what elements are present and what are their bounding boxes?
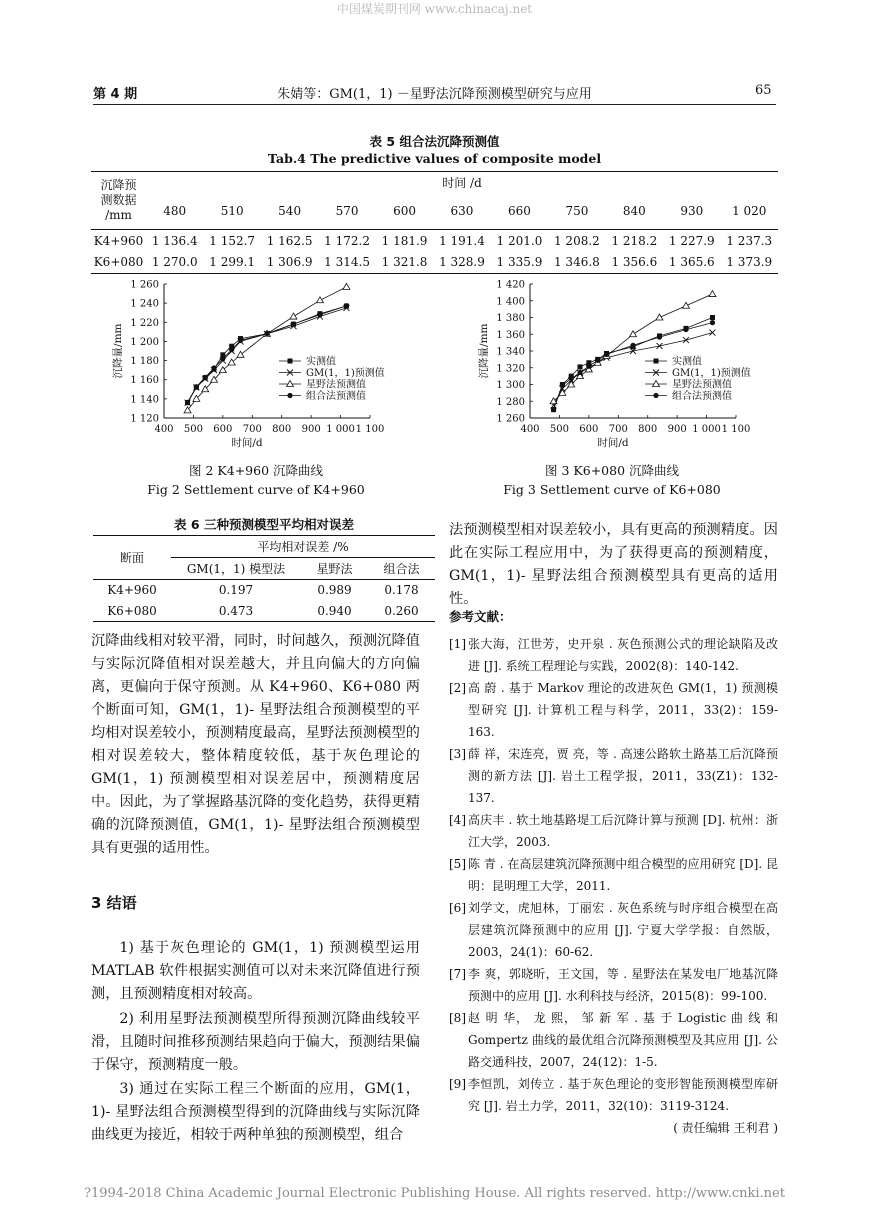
data-point-square (654, 359, 659, 364)
y-tick-label: 1 200 (130, 336, 159, 348)
legend-label: 星野法预测值 (672, 379, 732, 391)
references-title: 参考文献： (449, 609, 512, 624)
table5-cell: 1 181.9 (381, 233, 428, 248)
table5-cell: 1 373.9 (721, 252, 778, 274)
reference-number: [8] (449, 1011, 466, 1025)
editor-note: ( 责任编辑 王利君 ) (673, 1121, 778, 1135)
x-tick-label: 1 000 (326, 424, 355, 435)
y-tick-label: 1 120 (130, 413, 159, 425)
table6-row-name: K6+080 (93, 601, 171, 622)
reference-text: 张大海，江世芳，史开泉 . 灰色预测公式的理论缺陷及改进 [J]. 系统工程理论与实践，2002(8)：140-142. (468, 637, 778, 673)
reference-item (449, 897, 778, 963)
legend-label: GM(1，1)预测值 (306, 368, 385, 379)
legend-label: GM(1，1)预测值 (672, 368, 751, 379)
table6-cell: 0.940 (301, 601, 368, 622)
table6-row-name: K4+960 (107, 583, 157, 598)
data-point-triangle (682, 302, 689, 308)
data-point-circle (653, 393, 658, 398)
legend-label: 实测值 (672, 356, 702, 368)
table5-cell: 1 208.2 (553, 233, 600, 248)
reference-text: 赵 明 华， 龙 熙， 邹 新 军 . 基 于 Logistic 曲 线 和 Gompertz 曲线的最优组合沉降预测模型及其应用 [J]. 公路交通科技，2007，24(12)：1-5. (468, 1011, 778, 1069)
table5-time-cell: 930 (663, 194, 720, 230)
x-tick-label: 500 (183, 424, 203, 435)
data-point-circle (586, 364, 591, 369)
data-point-circle (264, 331, 269, 336)
y-tick-label: 1 280 (496, 396, 525, 408)
table5-cell: 1 299.1 (203, 252, 260, 274)
reference-text: 李 爽，郭晓昕，王文国，等 . 星野法在某发电厂地基沉降预测中的应用 [J]. 水利科技与经济，2015(8)：99-100. (468, 967, 778, 1003)
legend-label: 星野法预测值 (306, 379, 366, 391)
fig2-caption-cn: 图 2 K4+960 沉降曲线 (189, 463, 323, 478)
reference-number: [9] (449, 1077, 466, 1091)
data-point-circle (569, 376, 574, 381)
reference-number: [3] (449, 747, 466, 761)
y-tick-label: 1 340 (496, 346, 525, 358)
table6-cell: 0.178 (384, 583, 419, 598)
table5-row-name: K6+080 (91, 252, 146, 274)
x-tick-label: 700 (242, 424, 262, 435)
table6-col-header: GM(1，1) 模型法 (171, 558, 301, 580)
reference-text: 陈 青 . 在高层建筑沉降预测中组合模型的应用研究 [D]. 昆明：昆明理工大学，2011. (468, 857, 778, 893)
data-point-triangle (709, 291, 716, 297)
data-point-circle (229, 347, 234, 352)
fig3-caption-en: Fig 3 Settlement curve of K6+080 (503, 482, 721, 497)
x-tick-label: 600 (579, 424, 599, 435)
table5-cell: 1 321.8 (376, 252, 433, 274)
x-tick-label: 900 (667, 424, 687, 435)
table5-caption-en: Tab.4 The predictive values of composite model (267, 151, 602, 166)
reference-item (449, 1073, 778, 1117)
x-tick-label: 800 (638, 424, 658, 435)
table5-row-header-line: 测数据 (100, 193, 137, 207)
table5-time-cell: 510 (203, 194, 260, 230)
reference-item (449, 1007, 778, 1073)
x-axis-label: 时间/d (231, 437, 263, 449)
data-point-circle (595, 358, 600, 363)
table5-time-cell: 660 (491, 194, 548, 230)
table5-cell: 1 152.7 (209, 233, 256, 248)
table5-row-header-line: /mm (105, 208, 132, 222)
reference-number: [2] (449, 681, 466, 695)
table-row (91, 252, 778, 274)
y-tick-label: 1 220 (130, 317, 159, 329)
reference-item (449, 853, 778, 897)
table5-time-cell: 600 (376, 194, 433, 230)
y-tick-label: 1 160 (130, 375, 159, 387)
reference-number: [7] (449, 967, 466, 981)
y-tick-label: 1 420 (496, 279, 525, 291)
x-tick-label: 800 (272, 424, 292, 435)
data-point-circle (317, 312, 322, 317)
section-heading: 3 结语 (91, 894, 137, 912)
page-number: 65 (755, 83, 772, 98)
copyright-footer: ?1994-2018 China Academic Journal Electronic Publishing House. All rights reserved. http://www.cnki.net (84, 1186, 785, 1201)
table6-col-header: 断面 (93, 536, 171, 580)
reference-text: 刘学文，虎旭林，丁丽宏 . 灰色系统与时序组合模型在高层建筑沉降预测中的应用 [J]. 宁夏大学学报：自然版，2003，24(1)：60-62. (468, 901, 778, 959)
data-point-circle (657, 334, 662, 339)
reference-text: 薛 祥，宋连亮，贾 亮，等 . 高速公路软土路基工后沉降预测的新方法 [J]. 岩土工程学报，2011，33(Z1)：132-137. (468, 747, 778, 805)
table-row (91, 230, 778, 252)
data-point-square (288, 359, 293, 364)
table5-cell: 1 191.4 (439, 233, 485, 248)
table5-caption-cn: 表 5 组合法沉降预测值 (369, 134, 500, 149)
x-tick-label: 700 (608, 424, 628, 435)
x-tick-label: 600 (213, 424, 233, 435)
reference-list (449, 633, 778, 1139)
table5-cell: 1 314.5 (318, 252, 375, 274)
fig3-caption-cn: 图 3 K6+080 沉降曲线 (545, 463, 679, 478)
data-point-circle (710, 320, 715, 325)
table5-cell: 1 136.4 (151, 233, 198, 248)
fig2-chart (96, 274, 396, 459)
table6-cell: 0.197 (218, 583, 254, 598)
table6-cell: 0.260 (368, 601, 435, 622)
x-tick-label: 500 (549, 424, 569, 435)
reference-text: 李恒凯，刘传立 . 基于灰色理论的变形智能预测模型库研究 [J]. 岩土力学，2011，32(10)：3119-3124. (468, 1077, 778, 1113)
data-point-circle (185, 400, 190, 405)
legend-label: 实测值 (306, 356, 336, 368)
x-tick-label: 400 (154, 424, 174, 435)
reference-number: [5] (449, 857, 466, 871)
data-point-circle (194, 384, 199, 389)
y-tick-label: 1 400 (496, 296, 525, 308)
fig3-chart (462, 274, 762, 459)
table5-cell: 1 172.2 (324, 233, 370, 248)
reference-number: [1] (449, 637, 466, 651)
data-point-circle (287, 393, 292, 398)
table5-time-cell: 840 (606, 194, 663, 230)
table5-time-cell: 630 (433, 194, 490, 230)
table6-col-header: 组合法 (368, 558, 435, 580)
table5-time-cell: 540 (261, 194, 318, 230)
table5-time-cell: 750 (548, 194, 605, 230)
data-point-circle (577, 370, 582, 375)
data-point-x (683, 337, 689, 343)
table-row (93, 580, 435, 601)
table5-cell: 1 227.9 (668, 233, 715, 248)
data-point-square (578, 364, 583, 369)
data-point-circle (560, 383, 565, 388)
data-point-triangle (653, 381, 660, 387)
y-tick-label: 1 320 (496, 363, 525, 375)
data-point-triangle (237, 351, 244, 357)
table5-cell: 1 346.8 (548, 252, 605, 274)
y-tick-label: 1 140 (130, 394, 159, 406)
running-title: 朱婧等：GM(1，1) －星野法沉降预测模型研究与应用 (277, 87, 592, 102)
y-tick-label: 1 260 (496, 413, 525, 425)
table5 (91, 171, 778, 274)
table5-cell: 1 218.2 (611, 233, 658, 248)
table5-cell: 1 306.9 (261, 252, 318, 274)
y-tick-label: 1 380 (496, 313, 525, 324)
data-point-triangle (287, 381, 294, 387)
x-tick-label: 1 100 (721, 424, 751, 435)
legend-label: 组合法预测值 (672, 391, 732, 402)
body-paragraph: 沉降曲线相对较平滑，同时，时间越久，预测沉降值与实际沉降值相对误差越大，并且向偏大的方向偏离，更偏向于保守预测。从 K4+960、K6+080 两个断面可知，GM(1，1)- 星野法组合预测模型的平均相对误差较小，预测精度最高，星野法预测模型的相对误差较大，整体精度较低，基于灰色理论的 GM(1，1) 预测模型相对误差居中，预测精度居中。因此，为了掌握路基沉降的变化趋势，获得更精确的沉降预测值，GM(1，1)- 星野法组合预测模型具有更强的适用性。 (91, 633, 420, 856)
header-rule (93, 104, 776, 105)
reference-number: [4] (449, 813, 466, 827)
y-tick-label: 1 180 (130, 356, 159, 368)
data-point-square (710, 315, 715, 320)
data-point-circle (211, 365, 216, 370)
y-tick-label: 1 300 (496, 380, 525, 391)
table6-group-header: 平均相对误差 /% (171, 536, 435, 558)
table5-cell: 1 201.0 (496, 233, 543, 248)
table6-caption: 表 6 三种预测模型平均相对误差 (174, 517, 354, 532)
data-point-x (656, 343, 662, 349)
x-axis-label: 时间/d (597, 437, 629, 449)
x-tick-label: 1 000 (692, 424, 721, 435)
reference-item (449, 677, 778, 743)
reference-number: [6] (449, 901, 466, 915)
conclusion-item: 2) 利用星野法预测模型所得预测沉降曲线较平滑，且随时间推移预测结果趋向于偏大，预测结果偏于保守，预测精度一般。 (91, 1011, 420, 1073)
table6-cell: 0.473 (171, 601, 301, 622)
data-point-circle (291, 321, 296, 326)
data-point-triangle (656, 314, 663, 320)
reference-text: 高 蔚 . 基于 Markov 理论的改进灰色 GM(1，1) 预测模型研究 [J]. 计算机工程与科学，2011，33(2)：159-163. (468, 681, 778, 739)
x-tick-label: 900 (301, 424, 321, 435)
fig2-caption-en: Fig 2 Settlement curve of K4+960 (147, 482, 365, 497)
table6 (93, 535, 435, 622)
reference-text: 高庆丰 . 软土地基路堤工后沉降计算与预测 [D]. 杭州：浙江大学，2003. (468, 813, 778, 849)
reference-item (449, 633, 778, 677)
y-axis-label: 沉降量/mm (478, 323, 490, 379)
legend-label: 组合法预测值 (306, 391, 366, 402)
table5-cell: 1 237.3 (726, 233, 773, 248)
table5-cell: 1 328.9 (433, 252, 490, 274)
table5-row-name: K4+960 (93, 233, 144, 248)
data-point-circle (344, 303, 349, 308)
data-point-triangle (630, 331, 637, 337)
data-point-triangle (316, 297, 323, 303)
conclusion-item: 1) 基于灰色理论的 GM(1，1) 预测模型运用 MATLAB 软件根据实测值可以对未来沉降值进行预测，且预测精度相对较高。 (91, 940, 420, 1002)
table5-row-header-line: 沉降预 (100, 178, 137, 192)
x-tick-label: 400 (520, 424, 540, 435)
reference-item (449, 809, 778, 853)
table5-cell: 1 162.5 (266, 233, 313, 248)
table5-time-cell: 570 (318, 194, 375, 230)
y-tick-label: 1 240 (130, 298, 159, 310)
watermark-text: 中国煤炭期刊网 www.chinacaj.net (336, 2, 533, 16)
data-point-circle (630, 343, 635, 348)
table5-time-cell: 480 (146, 194, 203, 230)
table6-col-header: 星野法 (301, 558, 368, 580)
table5-cell: 1 335.9 (491, 252, 548, 274)
conclusion-item: 3) 通过在实际工程三个断面的应用，GM(1，1)- 星野法组合预测模型得到的沉降曲线与实际沉降曲线更为接近，相较于两种单独的预测模型，组合 (91, 1081, 420, 1143)
data-point-circle (238, 338, 243, 343)
data-point-circle (203, 375, 208, 380)
data-point-x (709, 330, 715, 336)
data-point-triangle (290, 313, 297, 319)
x-tick-label: 1 100 (355, 424, 385, 435)
table-row (93, 601, 435, 622)
data-point-circle (683, 327, 688, 332)
issue-number: 第 4 期 (93, 87, 138, 102)
table5-row-header (91, 172, 146, 230)
y-tick-label: 1 260 (130, 279, 159, 291)
data-point-circle (220, 356, 225, 361)
data-point-circle (551, 407, 556, 412)
body-paragraph: 法预测模型相对误差较小，具有更高的预测精度。因此在实际工程应用中，为了获得更高的预测精度，GM(1，1)- 星野法组合预测模型具有更高的适用性。 (449, 522, 778, 607)
table5-cell: 1 356.6 (606, 252, 663, 274)
data-point-triangle (343, 283, 350, 289)
table5-time-cell: 1 020 (721, 194, 778, 230)
data-point-circle (604, 352, 609, 357)
reference-item (449, 963, 778, 1007)
y-tick-label: 1 360 (496, 329, 525, 341)
y-axis-label: 沉降量/mm (112, 323, 124, 379)
table5-cell: 1 270.0 (146, 252, 203, 274)
table5-cell: 1 365.6 (663, 252, 720, 274)
table5-time-header: 时间 /d (146, 172, 778, 194)
table6-cell: 0.989 (317, 583, 352, 598)
reference-item (449, 743, 778, 809)
